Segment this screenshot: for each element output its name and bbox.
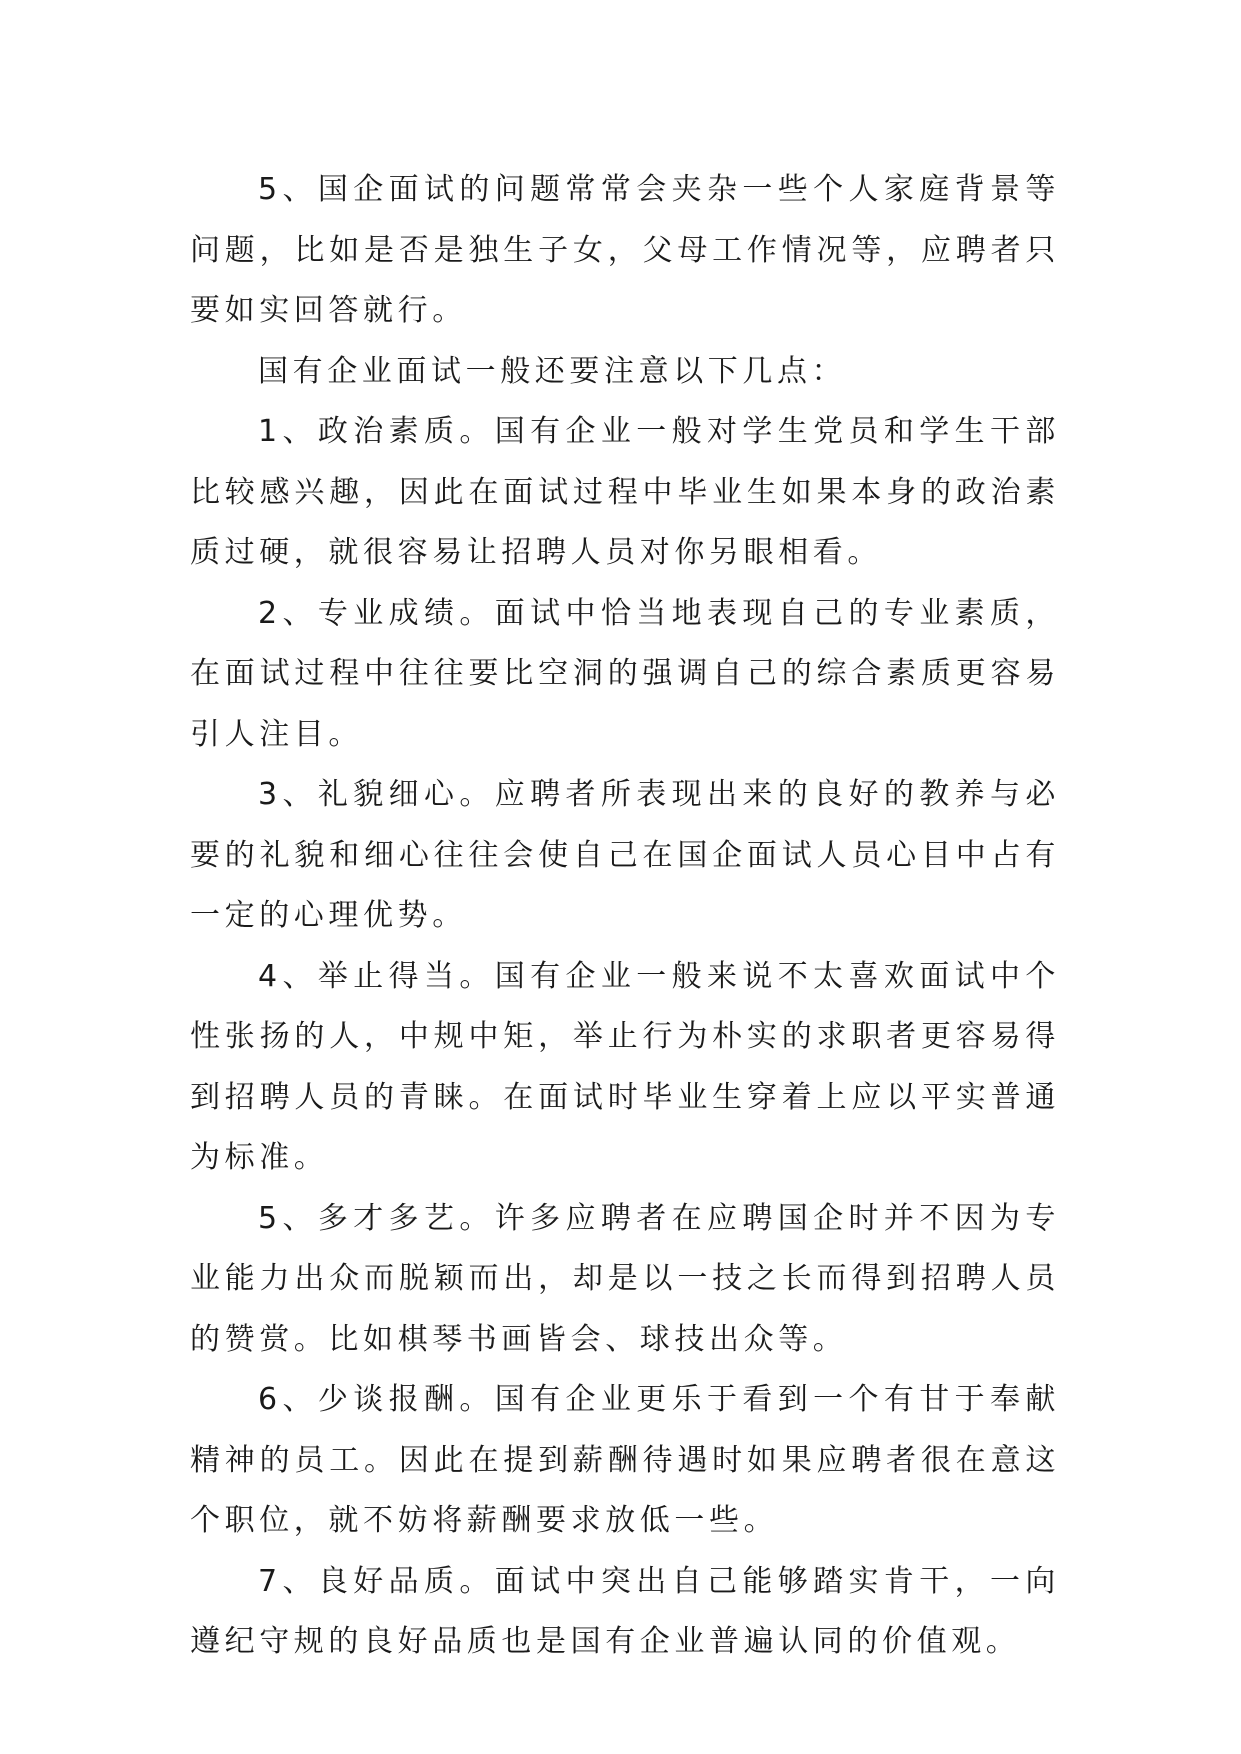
paragraph-notes-intro: 国有企业面试一般还要注意以下几点： bbox=[258, 353, 847, 389]
paragraph-behavior: 4、举止得当。国有企业一般来说不太喜欢面试中个性张扬的人，中规中矩，举止行为朴实的求职者更容易得到招聘人员的青睐。在面试时毕业生穿着上应以平实普通为标准。 bbox=[190, 958, 1060, 1175]
paragraph-political-quality: 1、政治素质。国有企业一般对学生党员和学生干部比较感兴趣，因此在面试过程中毕业生如果本身的政治素质过硬，就很容易让招聘人员对你另眼相看。 bbox=[190, 414, 1060, 570]
paragraph-politeness: 3、礼貌细心。应聘者所表现出来的良好的教养与必要的礼貌和细心往往会使自己在国企面试人员心目中占有一定的心理优势。 bbox=[190, 777, 1060, 933]
paragraph-good-character: 7、良好品质。面试中突出自己能够踏实肯干，一向遵纪守规的良好品质也是国有企业普遍认同的价值观。 bbox=[190, 1563, 1060, 1659]
document-body bbox=[190, 160, 1060, 1673]
paragraph-salary: 6、少谈报酬。国有企业更乐于看到一个有甘于奉献精神的员工。因此在提到薪酬待遇时如果应聘者很在意这个职位，就不妨将薪酬要求放低一些。 bbox=[190, 1382, 1060, 1538]
paragraph-talents: 5、多才多艺。许多应聘者在应聘国企时并不因为专业能力出众而脱颖而出，却是以一技之长而得到招聘人员的赞赏。比如棋琴书画皆会、球技出众等。 bbox=[190, 1200, 1060, 1357]
paragraph-family-background-question: 5、国企面试的问题常常会夹杂一些个人家庭背景等问题，比如是否是独生子女，父母工作情况等，应聘者只要如实回答就行。 bbox=[190, 172, 1060, 328]
paragraph-professional-grades: 2、专业成绩。面试中恰当地表现自己的专业素质，在面试过程中往往要比空洞的强调自己的综合素质更容易引人注目。 bbox=[190, 595, 1060, 752]
